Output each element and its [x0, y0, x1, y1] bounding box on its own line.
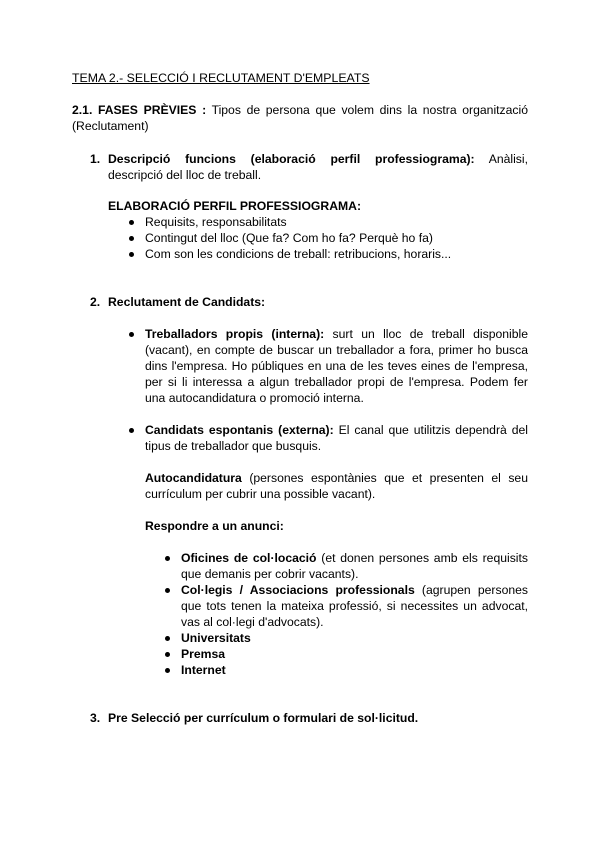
auto-text: currículum per cubrir una possible vacant).	[145, 487, 376, 501]
channel-collegis	[181, 582, 528, 630]
channel-internet: Internet	[181, 663, 226, 677]
bullet-icon	[129, 236, 134, 241]
item3-heading: Pre Selecció per currículum o formulari de sol·licitud.	[108, 711, 419, 725]
internal-label: Treballadors propis (interna):	[145, 327, 325, 341]
bullet-icon	[165, 588, 170, 593]
bullet-icon	[165, 652, 170, 657]
section-text-line2: (Reclutament)	[72, 119, 149, 133]
item3-number: 3.	[90, 711, 101, 725]
internal-text: dins l'empresa. Ho públiques en una de les teves eines de l'empresa,	[145, 359, 528, 373]
external-label: Candidats espontanis (externa):	[145, 423, 334, 437]
bullet-icon	[129, 252, 134, 257]
channel-text: (et donen persones amb els requisits	[321, 551, 528, 565]
bullet-icon	[165, 636, 170, 641]
item1-bullet-1: Requisits, responsabilitats	[145, 215, 287, 229]
item1-body	[108, 151, 528, 183]
internal-text: surt un lloc de treball disponible	[332, 327, 528, 341]
channel-label: Oficines de col·locació	[181, 551, 317, 565]
item1-text-a: Anàlisi,	[488, 152, 528, 166]
internal-text: (vacant), en compte de buscar un treballador a fora, primer ho busca	[145, 343, 528, 357]
item1-bullet-3: Com son les condicions de treball: retribucions, horaris...	[145, 247, 452, 261]
item2-number: 2.	[90, 295, 101, 309]
item1-subheading: ELABORACIÓ PERFIL PROFESSIOGRAMA:	[108, 199, 362, 213]
channel-oficines	[181, 550, 528, 582]
bullet-icon	[129, 428, 134, 433]
channel-premsa: Premsa	[181, 647, 226, 661]
bullet-icon	[165, 556, 170, 561]
item1-bullet-2: Contingut del lloc (Que fa? Com ho fa? Perquè ho fa)	[145, 231, 433, 245]
internal-recruitment	[145, 326, 528, 406]
channel-text: vas al col·legi d'advocats).	[181, 615, 324, 629]
autocandidatura	[145, 470, 528, 502]
bullet-icon	[129, 332, 134, 337]
respond-heading: Respondre a un anunci:	[145, 519, 284, 533]
external-text: El canal que utilitzis dependrà del	[338, 423, 529, 437]
section-text-line1: Tipos de persona que volem dins la nostra organització	[211, 103, 528, 117]
external-text: tipus de treballador que busquis.	[145, 439, 322, 453]
internal-text: per si li interessa a algun treballador propi de l'empresa. Podem fer	[145, 375, 528, 389]
internal-text: una autocandidatura o promoció interna.	[145, 391, 364, 405]
channel-label: Col·legis / Associacions professionals	[181, 583, 415, 597]
item2-heading: Reclutament de Candidats:	[108, 295, 266, 309]
bullet-icon	[129, 220, 134, 225]
auto-label: Autocandidatura	[145, 471, 242, 485]
auto-text: (persones espontànies que et presenten el seu	[249, 471, 528, 485]
section-heading: 2.1. FASES PRÈVIES :	[72, 103, 207, 117]
bullet-icon	[165, 668, 170, 673]
section-intro	[72, 102, 528, 134]
channel-text: que tots tenen la mateixa professió, si necessites un advocat,	[181, 599, 528, 613]
item1-text-b: descripció del lloc de treball.	[108, 168, 262, 182]
item1-number: 1.	[90, 152, 101, 166]
document-title: TEMA 2.- SELECCIÓ I RECLUTAMENT D'EMPLEATS	[72, 71, 370, 85]
channel-universitats: Universitats	[181, 631, 251, 645]
item1-heading: Descripció funcions (elaboració perfil professiograma):	[108, 152, 475, 166]
channel-text: (agrupen persones	[421, 583, 528, 597]
channel-text: que demanis per cobrir vacants).	[181, 567, 359, 581]
external-recruitment	[145, 422, 528, 454]
